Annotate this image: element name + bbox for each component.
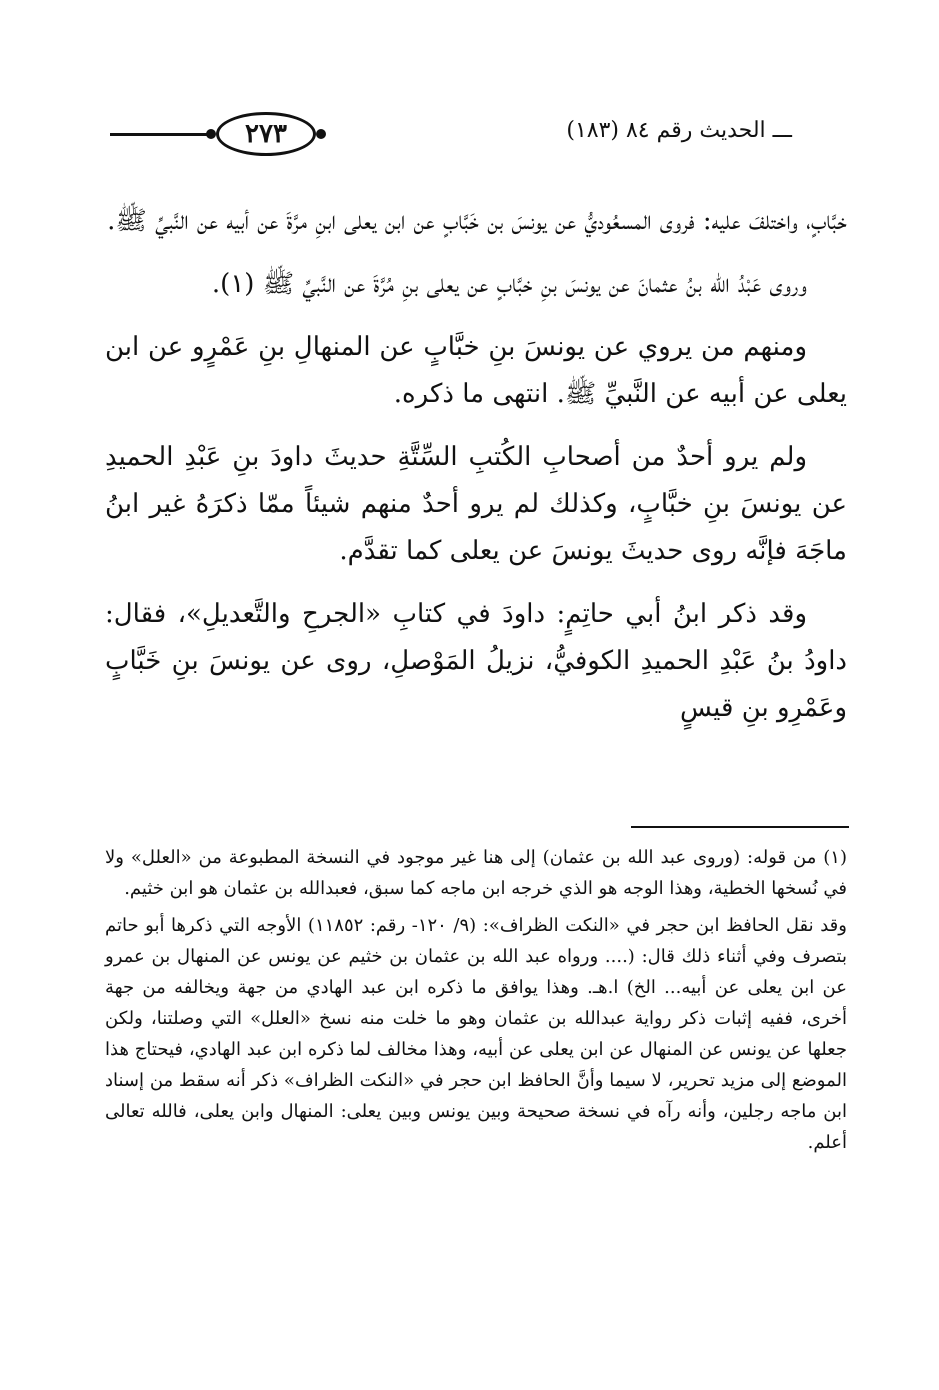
paragraph: وروى عَبْدُ الله بنُ عثمانَ عن يونسَ بنِ خبَّابٍ عن يعلى بنِ مُرَّةَ عن النَّبيِّ ﷺ (١). <box>211 269 807 299</box>
paragraph: وقد ذكر ابنُ أبي حاتِمٍ: داودَ في كتابِ «الجرحِ والتَّعديلِ»، فقال: داودُ بنُ عَبْدِ الحميدِ الكوفيُّ، نزيلُ المَوْصلِ، روى عن يونسَ بنِ خَبَّابٍ وعَمْرِو بنِ قيسٍ <box>105 599 847 723</box>
page-number: ٢٧٣ <box>216 112 316 156</box>
running-title: ـــ الحديث رقم ٨٤ (١٨٣) <box>566 118 792 143</box>
footnote: وقد نقل الحافظ ابن حجر في «النكت الظراف»: (٩/ ١٢٠- رقم: ١١٨٥٢) الأوجه التي ذكرها أبو حاتم بتصرف وفي أثناء ذلك قال: (.... ورواه عبد الله بن عثمان بن خثيم عن يونس عن المنهال بن عمرو عن ابن يعلى عن أبيه... الخ) ا.هـ. وهذا يوافق ما ذكره ابن عبد الهادي من جهة ويخالفه من جهة أخرى، ففيه إثبات ذكر رواية عبدالله بن عثمان وهو ما خلت منه نسخ «العلل» التي وصلتنا، ولكن جعلها عن يونس عن المنهال عن ابن يعلى عن أبيه، وهذا مخالف لما ذكره ابن عبد الهادي، فيحتاج هذا الموضع إلى مزيد تحرير، لا سيما وأنَّ الحافظ ابن حجر في «النكت الظراف» ذكر أنه سقط من إسناد ابن ماجه رجلين، وأنه رآه في نسخة صحيحة وبين يونس وبين يعلى: المنهال وابن يعلى، فالله تعالى أعلم. <box>105 915 847 1153</box>
page-header <box>110 106 850 166</box>
header-ornament-dot <box>206 129 216 139</box>
header-ornament-dot <box>316 129 326 139</box>
footnotes <box>105 842 847 1164</box>
main-text <box>105 198 847 748</box>
paragraph: ومنهم من يروي عن يونسَ بنِ خبَّابٍ عن المنهالِ بنِ عَمْرٍو عن ابن يعلى عن أبيه عن النَّبيِّ ﷺ. انتهى ما ذكره. <box>105 332 847 409</box>
header-rule-left <box>110 133 210 136</box>
paragraph: ولم يرو أحدٌ من أصحابِ الكُتبِ السِّتَّةِ حديثَ داودَ بنِ عَبْدِ الحميدِ عن يونسَ بنِ خبَّابٍ، وكذلك لم يرو أحدٌ منهم شيئاً ممّا ذكرَهُ غير ابنُ ماجَهَ فإنَّه روى حديثَ يونسَ عن يعلى كما تقدَّم. <box>105 442 847 566</box>
paragraph: خبَّابٍ، واختلفَ عليه: فروى المسعُوديُّ عن يونسَ بن خَبَّابٍ عن ابن يعلى ابنِ مرَّةَ عن أبيه عن النَّبيِّ ﷺ. <box>107 206 847 236</box>
footnote-separator <box>631 826 849 828</box>
footnote: (١) من قوله: (وروى عبد الله بن عثمان) إلى هنا غير موجود في النسخة المطبوعة من «العلل» ولا في نُسخها الخطية، وهذا الوجه هو الذي خرجه ابن ماجه كما سبق، فعبدالله بن عثمان هو ابن خثيم. <box>105 847 847 899</box>
